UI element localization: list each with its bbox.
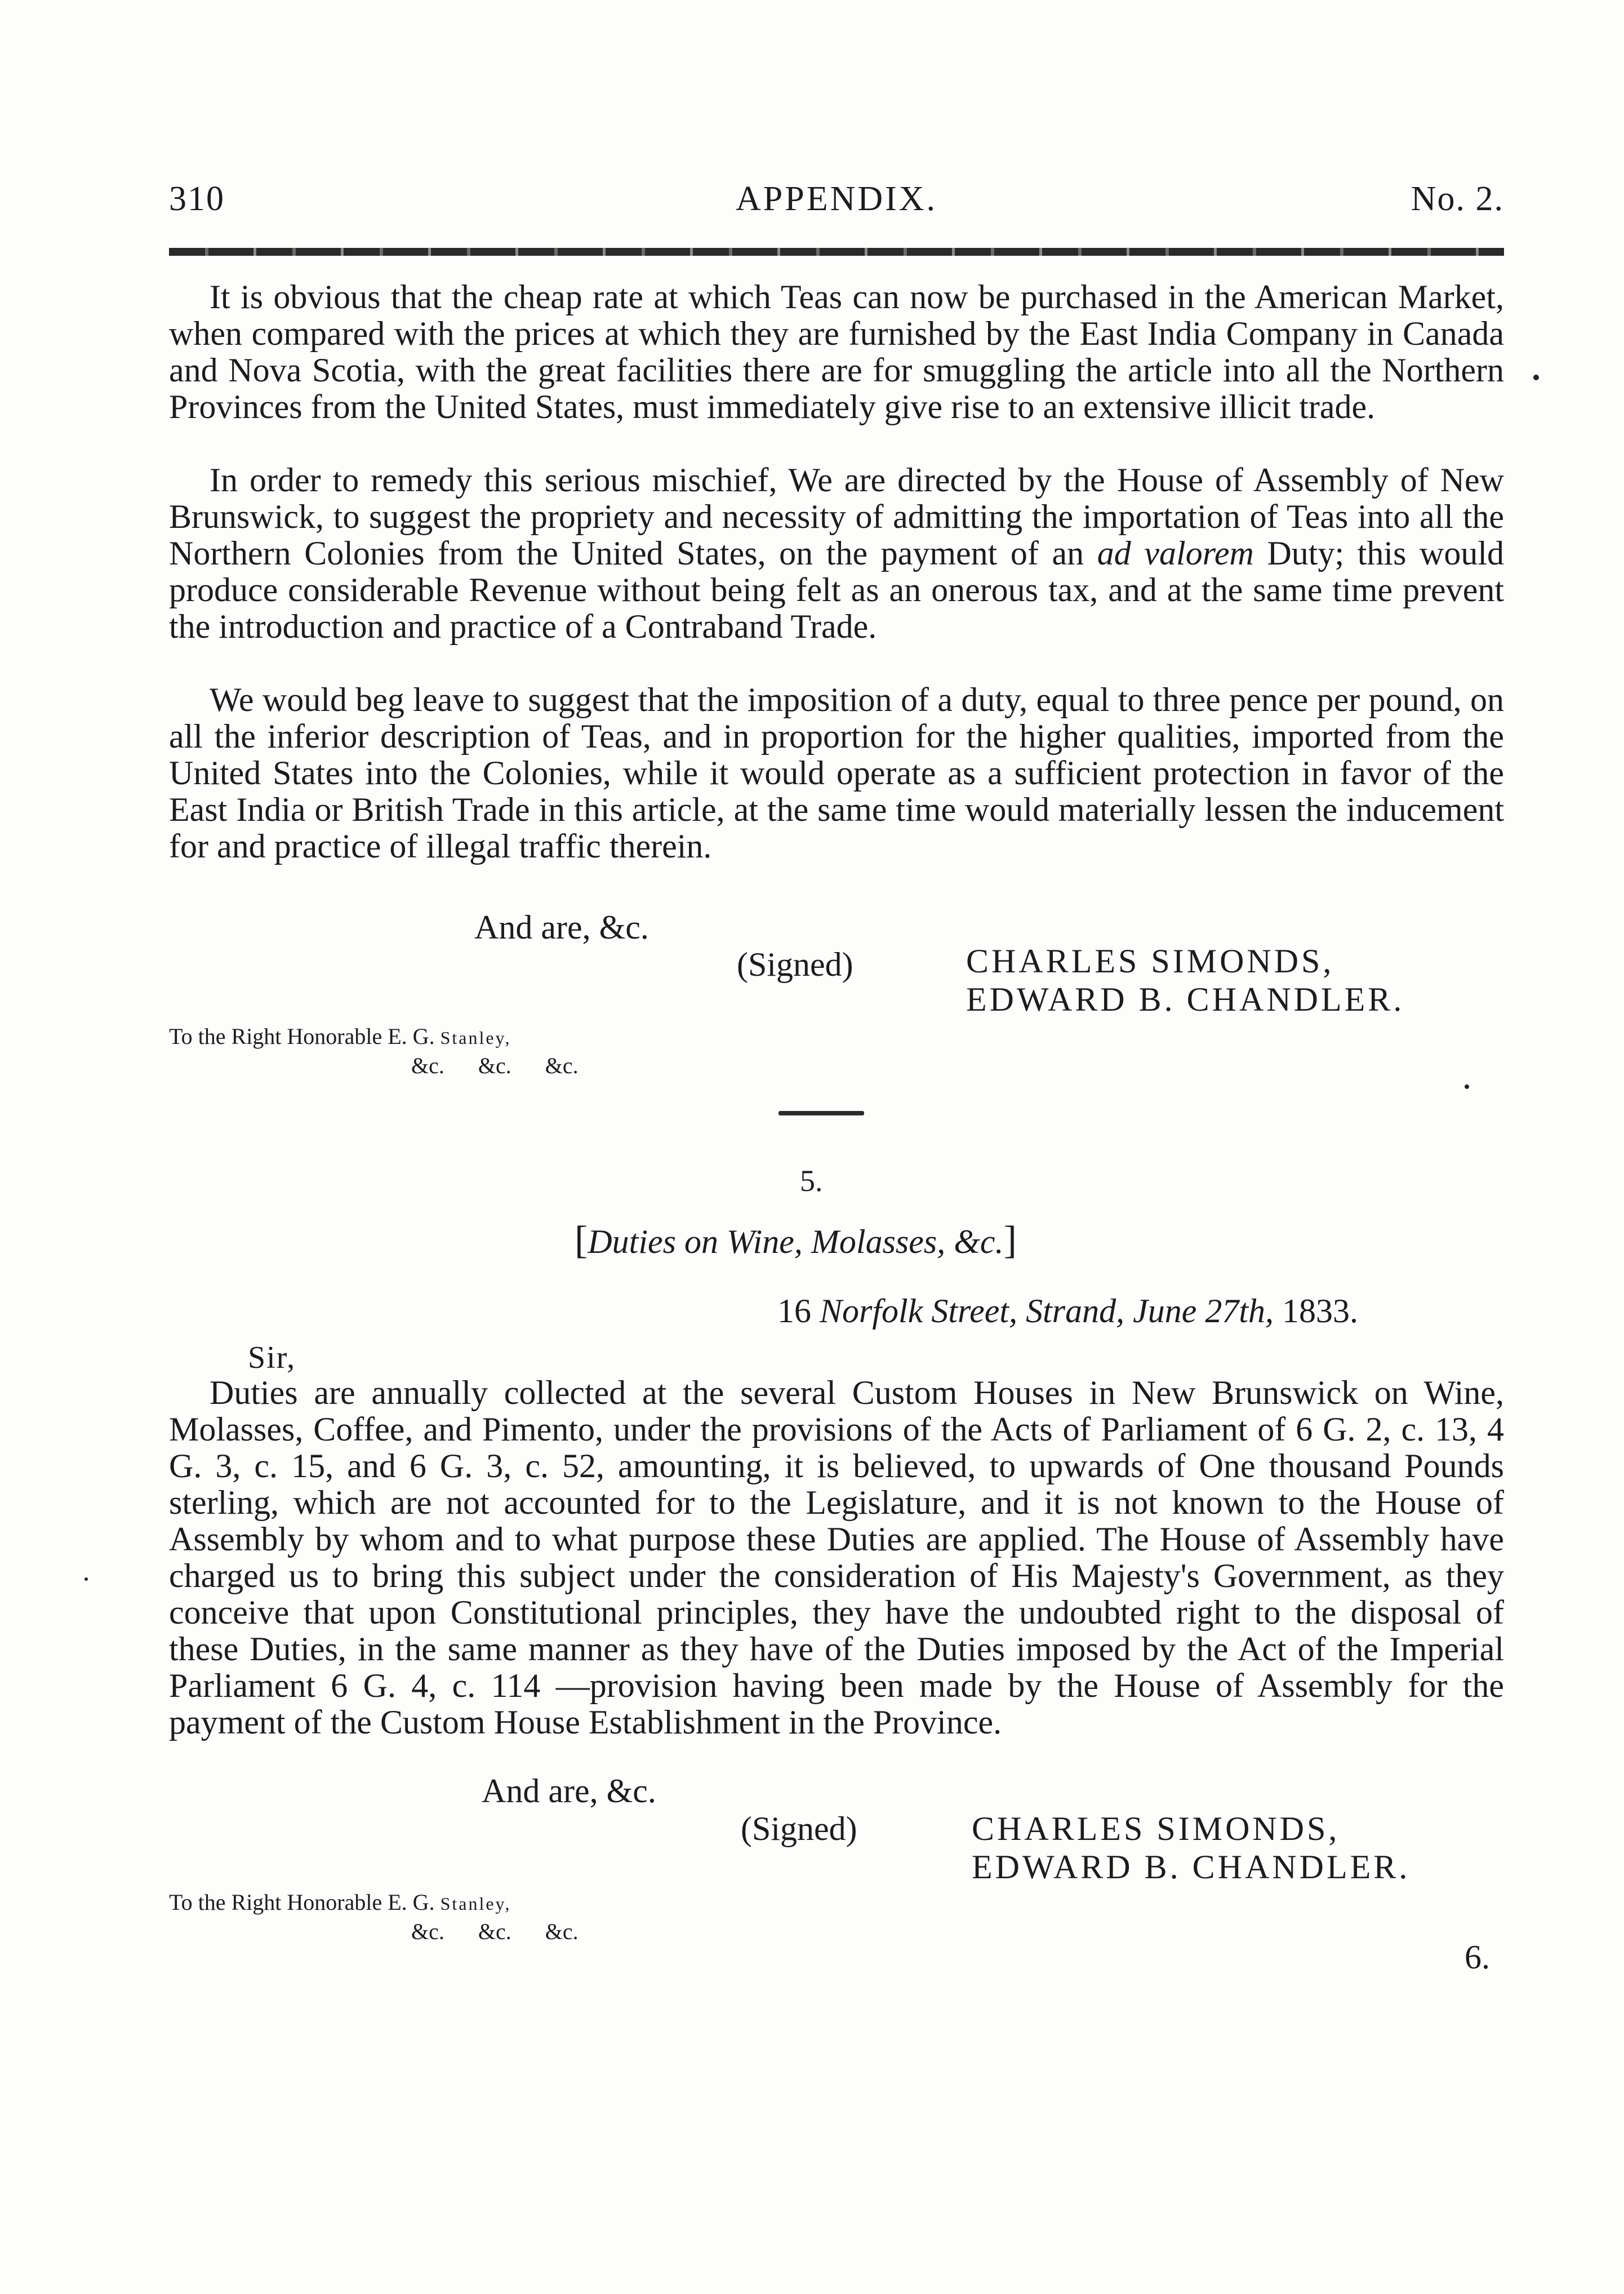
letter5-date-place: Norfolk Street, Strand, June 27th, <box>820 1292 1274 1330</box>
letter4-paragraph-1: It is obvious that the cheap rate at which Teas can now be purchased in the American Market, when compared with the prices at which they are furnished by the East India Company in Canada and Nova Scotia, with the great facilities there are for smuggling the article into all the Northern Provinces from the United States, must immediately give rise to an extensive illicit trade. <box>169 278 1504 425</box>
header-rule <box>169 248 1504 256</box>
letter5-address-etc: &c. &c. &c. <box>411 1919 579 1944</box>
page-number: 310 <box>169 180 225 218</box>
ink-speck <box>1465 1084 1469 1089</box>
letter5-closing: And are, &c. <box>482 1772 656 1810</box>
page-header <box>169 179 1504 235</box>
letter5-paragraph: Duties are annually collected at the several Custom Houses in New Brunswick on Wine, Molasses, Coffee, and Pimento, under the provisions of the Acts of Parliament of 6 G. 2, c. 13, 4 G. 3, c. 15, and 6 G. 3, c. 52, amounting, it is believed, to upwards of One thousand Pounds sterling, which are not accounted for to the Legislature, and it is not known to the House of Assembly by whom and to what purpose these Duties are applied. The House of Assembly have charged us to bring this subject under the consideration of His Majesty's Government, as they conceive that upon Constitutional principles, they have the undoubted right to the disposal of these Duties, in the same manner as they have of the Duties imposed by the Act of the Imperial Parliament 6 G. 4, c. 114 —provision having been made by the House of Assembly for the payment of the Custom House Establishment in the Province. <box>169 1374 1504 1741</box>
letter5-signatories <box>972 1810 1410 1886</box>
letter4-closing: And are, &c. <box>474 909 649 946</box>
letter5-date-year: 1833. <box>1282 1292 1359 1330</box>
letter5-address-name: Stanley, <box>440 1893 511 1914</box>
letter5-subject-text: Duties on Wine, Molasses, &c. <box>588 1223 1004 1260</box>
letter5-dateline <box>777 1292 1358 1331</box>
letter4-paragraph-2-text: In order to remedy this serious mischief, We are directed by the House of Assembly of New Brunswick, to suggest the propriety and necessity of admitting the importation of Teas into all the Northern Colonies from the United States, on the payment of an <box>169 461 1504 572</box>
running-title: APPENDIX. <box>735 180 938 218</box>
letter4-address-to: To the Right Honorable E. G. <box>169 1024 435 1049</box>
letter4-signed: (Signed) <box>737 946 853 983</box>
ink-speck <box>84 1577 88 1581</box>
letter5-subject: [Duties on Wine, Molasses, &c.] <box>575 1219 1017 1262</box>
letter4-paragraph-2 <box>169 462 1504 645</box>
letter4-paragraph-2-rest: Duty; this would produce considerable Revenue without being felt as an onerous tax, and at the same time prevent the introduction and practice of a Contraband Trade. <box>169 535 1505 645</box>
letter4-signatories <box>966 942 1404 1019</box>
letter5-date-prefix: 16 <box>777 1292 811 1330</box>
letter5-salutation: Sir, <box>248 1340 296 1375</box>
ink-speck <box>1533 375 1539 380</box>
catchword: 6. <box>1465 1939 1490 1976</box>
signatory-chandler: EDWARD B. CHANDLER. <box>966 981 1405 1018</box>
letter5-signed: (Signed) <box>741 1810 857 1847</box>
letter4-paragraph-3: We would beg leave to suggest that the imposition of a duty, equal to three pence per pound, on all the inferior description of Teas, and in proportion for the higher qualities, imported from the United States into the Colonies, while it would operate as a sufficient protection in favor of the East India or British Trade in this article, at the same time would materially lessen the inducement for and practice of illegal traffic therein. <box>169 681 1504 865</box>
letter4-ad-valorem: ad valorem <box>1097 535 1254 572</box>
signatory-simonds: CHARLES SIMONDS, <box>966 943 1334 980</box>
letter4-address-name: Stanley, <box>440 1028 511 1048</box>
letter4-address-etc: &c. &c. &c. <box>411 1053 579 1078</box>
appendix-number: No. 2. <box>1411 180 1504 218</box>
letter4-address <box>169 1022 579 1080</box>
signatory-chandler: EDWARD B. CHANDLER. <box>972 1848 1411 1886</box>
letter5-address-to: To the Right Honorable E. G. <box>169 1890 435 1915</box>
letter5-number: 5. <box>800 1164 823 1198</box>
signatory-simonds: CHARLES SIMONDS, <box>972 1810 1340 1847</box>
letter5-address <box>169 1888 579 1946</box>
section-separator <box>778 1111 864 1115</box>
